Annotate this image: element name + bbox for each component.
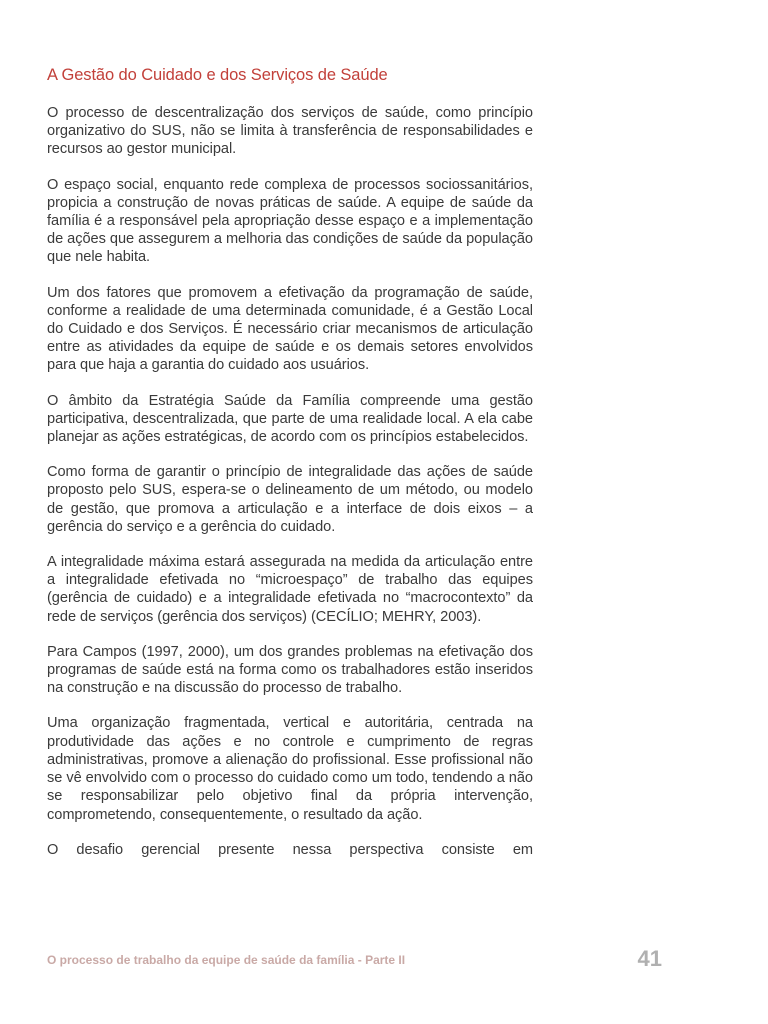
running-footer-title: O processo de trabalho da equipe de saúde da família - Parte II — [47, 953, 406, 967]
page-number: 41 — [637, 946, 662, 971]
paragraph-1: O processo de descentralização dos serviços de saúde, como princípio organizativo do SUS, não se limita à transferência de responsabilidades e recursos ao gestor municipal. — [47, 105, 533, 158]
paragraph-5: Como forma de garantir o princípio de integralidade das ações de saúde proposto pelo SUS, espera-se o delineamento de um método, ou modelo de gestão, que promova a articulação e a interface de dois eixos – a gerência do serviço e a gerência do cuidado. — [47, 464, 533, 535]
paragraph-2: O espaço social, enquanto rede complexa de processos sociossanitários, propicia a construção de novas práticas de saúde. A equipe de saúde da família é a responsável pela apropriação desse espaço e a implementação de ações que assegurem a melhoria das condições de saúde da população que nele habita. — [47, 176, 533, 266]
section-heading: A Gestão do Cuidado e dos Serviços de Saúde — [47, 66, 388, 84]
paragraph-8: Uma organização fragmentada, vertical e autoritária, centrada na produtividade das ações e no controle e cumprimento de regras administrativas, promove a alienação do profissional. Esse profissional não se vê envolvido com o processo do cuidado como um todo, tendendo a não se responsabilizar pelo objetivo final da própria intervenção, comprometendo, consequentemente, o resultado da ação. — [47, 715, 533, 823]
paragraph-6: A integralidade máxima estará assegurada na medida da articulação entre a integralidade efetivada no “microespaço” de trabalho das equipes (gerência de cuidado) e a integralidade efetivada no “macrocontexto” da rede de serviços (gerência dos serviços) (CECÍLIO; MEHRY, 2003). — [47, 554, 533, 625]
paragraph-9: O desafio gerencial presente nessa perspectiva consiste em — [47, 841, 533, 858]
page-content — [47, 64, 533, 876]
paragraph-7: Para Campos (1997, 2000), um dos grandes problemas na efetivação dos programas de saúde está na forma como os trabalhadores estão inseridos na construção e na discussão do processo de trabalho. — [47, 643, 533, 697]
paragraph-4: O âmbito da Estratégia Saúde da Família compreende uma gestão participativa, descentralizada, que parte de uma realidade local. A ela cabe planejar as ações estratégicas, de acordo com os princípios estabelecidos. — [47, 392, 533, 446]
paragraph-3: Um dos fatores que promovem a efetivação da programação de saúde, conforme a realidade de uma determinada comunidade, é a Gestão Local do Cuidado e dos Serviços. É necessário criar mecanismos de articulação entre as atividades da equipe de saúde e os demais setores envolvidos para que haja a garantia do cuidado aos usuários. — [47, 284, 533, 374]
